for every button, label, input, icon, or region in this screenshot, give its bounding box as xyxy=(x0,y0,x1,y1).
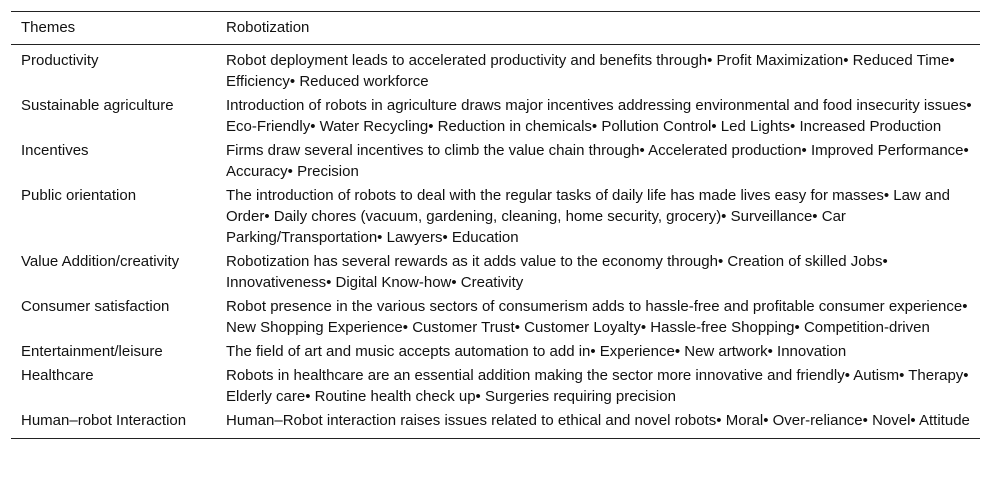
robotization-cell: The field of art and music accepts automation to add in• Experience• New artwork• Innovation xyxy=(226,343,847,360)
table-row xyxy=(11,409,980,439)
theme-cell: Human–robot Interaction xyxy=(11,409,216,439)
theme-cell: Incentives xyxy=(21,142,89,159)
robotization-cell: Robot deployment leads to accelerated productivity and benefits through• Profit Maximization• Reduced Time• Efficiency• Reduced workforce xyxy=(226,52,955,90)
table-row xyxy=(11,45,980,95)
table-row xyxy=(11,340,980,364)
table-row xyxy=(11,184,980,250)
theme-cell: Value Addition/creativity xyxy=(21,253,180,270)
theme-cell: Consumer satisfaction xyxy=(21,298,170,315)
robotization-cell: The introduction of robots to deal with the regular tasks of daily life has made lives easy for masses• Law and Order• Daily chores (vacuum, gardening, cleaning, home security, grocery)• Surveillance• Car Parking/Transportation• Lawyers• Education xyxy=(226,187,950,246)
table-row xyxy=(11,94,980,139)
table-row xyxy=(11,364,980,409)
header-themes: Themes xyxy=(11,12,216,45)
robotization-cell: Robotization has several rewards as it adds value to the economy through• Creation of skilled Jobs• Innovativeness• Digital Know-how• Creativity xyxy=(226,253,888,291)
robotization-cell: Firms draw several incentives to climb the value chain through• Accelerated production• Improved Performance• Accuracy• Precision xyxy=(226,142,969,180)
theme-cell: Sustainable agriculture xyxy=(21,97,174,114)
table-row xyxy=(11,295,980,340)
table-header xyxy=(11,12,980,45)
themes-table-container xyxy=(11,11,980,439)
header-row xyxy=(11,12,980,45)
theme-cell: Entertainment/leisure xyxy=(21,343,163,360)
theme-cell: Public orientation xyxy=(21,187,137,204)
robotization-cell: Introduction of robots in agriculture draws major incentives addressing environmental and food insecurity issues• Eco-Friendly• Water Recycling• Reduction in chemicals• Pollution Control• Led Lights• Increased Production xyxy=(226,97,972,135)
themes-table xyxy=(11,11,980,439)
header-robotization: Robotization xyxy=(216,12,980,45)
theme-cell: Healthcare xyxy=(21,367,94,384)
table-row xyxy=(11,250,980,295)
theme-cell: Productivity xyxy=(21,52,99,69)
robotization-cell: Robots in healthcare are an essential addition making the sector more innovative and friendly• Autism• Therapy• Elderly care• Routine health check up• Surgeries requiring precision xyxy=(226,367,969,405)
table-body xyxy=(11,45,980,439)
robotization-cell: Human–Robot interaction raises issues related to ethical and novel robots• Moral• Over-reliance• Novel• Attitude xyxy=(216,409,980,439)
robotization-cell: Robot presence in the various sectors of consumerism adds to hassle-free and profitable consumer experience• New Shopping Experience• Customer Trust• Customer Loyalty• Hassle-free Shopping• Competition-driven xyxy=(226,298,968,336)
table-row xyxy=(11,139,980,184)
